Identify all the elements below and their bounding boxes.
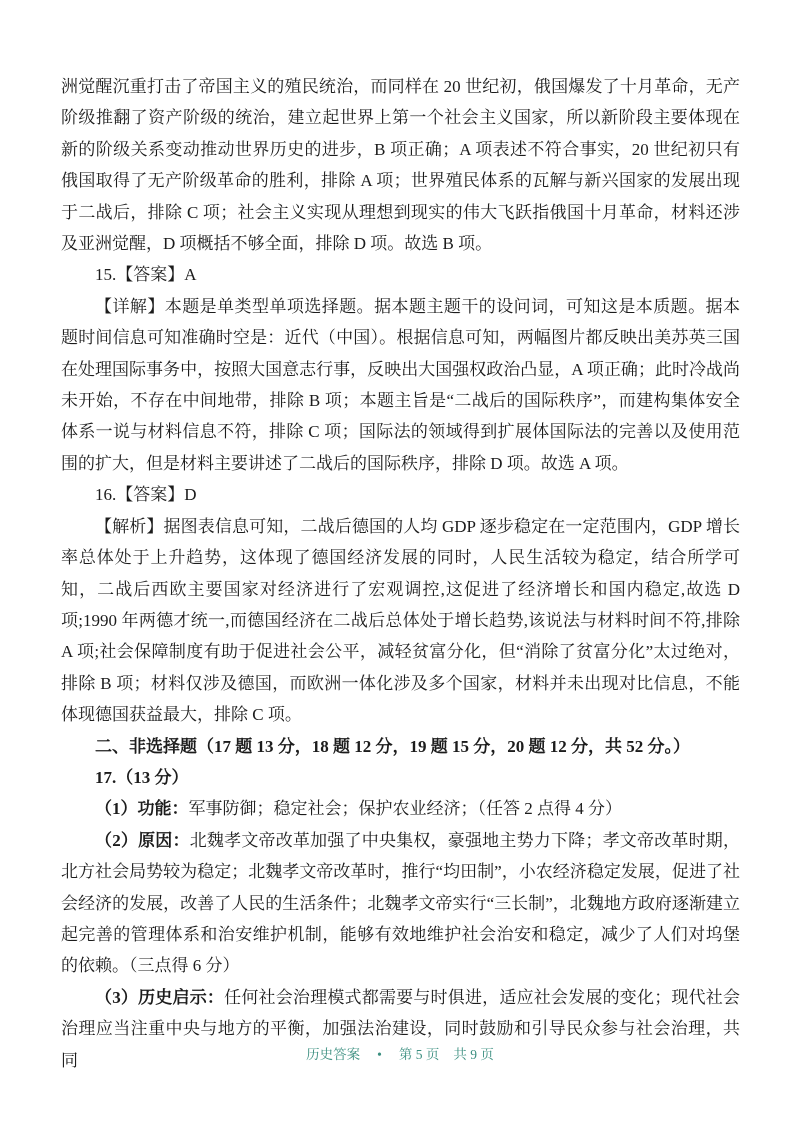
paragraph-q15-answer: 15.【答案】A (95, 265, 197, 285)
paragraph-bold-prefix: （2）原因： (95, 830, 190, 850)
paragraph-section-2-header: 二、非选择题（17 题 13 分，18 题 12 分，19 题 15 分，20 题 12 分，共 52 分。） (95, 736, 690, 756)
paragraph-text: 北魏孝文帝改革加强了中央集权，豪强地主势力下降；孝文帝改革时期，北方社会局势较为稳定；北魏孝文帝改革时，推行“均田制”，小农经济稳定发展，促进了社会经济的发展，改善了人民的生活条件；北魏孝文帝实行“三长制”，北魏地方政府逐渐建立起完善的管理体系和治安维护机制，能够有效地维护社会治安和稳定，减少了人们对坞堡的依赖。（三点得 6 分） (61, 830, 741, 976)
paragraph-q15-explanation: 【详解】本题是单类型单项选择题。据本题主题干的设问词，可知这是本质题。据本题时间信息可知准确时空是：近代（中国）。根据信息可知，两幅图片都反映出美苏英三国在处理国际事务中，按照大国意志行事，反映出大国强权政治凸显，A 项正确；此时冷战尚未开始，不存在中间地带，排除 B 项；本题主旨是“二战后的国际秩序”，而建构集体安全体系一说与材料信息不符，排除 C 项；国际法的领域得到扩展体国际法的完善以及使用范围的扩大，但是材料主要讲述了二战后的国际秩序，排除 D 项。故选 A 项。 (61, 296, 740, 473)
answer-document-body (61, 71, 740, 1076)
paragraph-q16-explanation: 【解析】据图表信息可知，二战后德国的人均 GDP 逐步稳定在一定范围内，GDP 增长率总体处于上升趋势，这体现了德国经济发展的同时，人民生活较为稳定，结合所学可知，二战后西欧主要国家对经济进行了宏观调控,这促进了经济增长和国内稳定,故选 D 项;1990 年两德才统一,而德国经济在二战后总体处于增长趋势,该说法与材料时间不符,排除 A 项;社会保障制度有助于促进社会公平，减轻贫富分化，但“消除了贫富分化”太过绝对，排除 B 项；材料仅涉及德国，而欧洲一体化涉及多个国家，材料并未出现对比信息，不能体现德国获益最大，排除 C 项。 (61, 516, 740, 725)
paragraph-q16-answer: 16.【答案】D (95, 485, 197, 505)
footer-separator-dot: • (377, 1047, 382, 1062)
paragraph-q17-part1 (61, 793, 740, 824)
paragraph-q14-explanation-continuation: 洲觉醒沉重打击了帝国主义的殖民统治，而同样在 20 世纪初，俄国爆发了十月革命，无产阶级推翻了资产阶级的统治，建立起世界上第一个社会主义国家，所以新阶段主要体现在新的阶级关系变动推动世界历史的进步，B 项正确；A 项表述不符合事实，20 世纪初只有俄国取得了无产阶级革命的胜利，排除 A 项；世界殖民体系的瓦解与新兴国家的发展出现于二战后，排除 C 项；社会主义实现从理想到现实的伟大飞跃指俄国十月革命，材料还涉及亚洲觉醒，D 项概括不够全面，排除 D 项。故选 B 项。 (61, 77, 740, 254)
page-footer (0, 1046, 800, 1064)
footer-page-number: 第 5 页 (398, 1047, 440, 1062)
paragraph-q17-part2 (61, 825, 740, 982)
paragraph-q17-header: 17.（13 分） (95, 767, 189, 787)
paragraph-bold-prefix: （1）功能： (95, 799, 189, 819)
footer-doc-label: 历史答案 (306, 1047, 361, 1062)
footer-total-pages: 共 9 页 (453, 1047, 494, 1062)
paragraph-text: 军事防御；稳定社会；保护农业经济；（任答 2 点得 4 分） (188, 799, 622, 819)
paragraph-bold-prefix: （3）历史启示： (95, 987, 225, 1007)
paragraph-text: 任何社会治理模式都需要与时俱进，适应社会发展的变化；现代社会治理应当注重中央与地方的平衡，加强法治建设，同时鼓励和引导民众参与社会治理，共同 (61, 987, 741, 1070)
